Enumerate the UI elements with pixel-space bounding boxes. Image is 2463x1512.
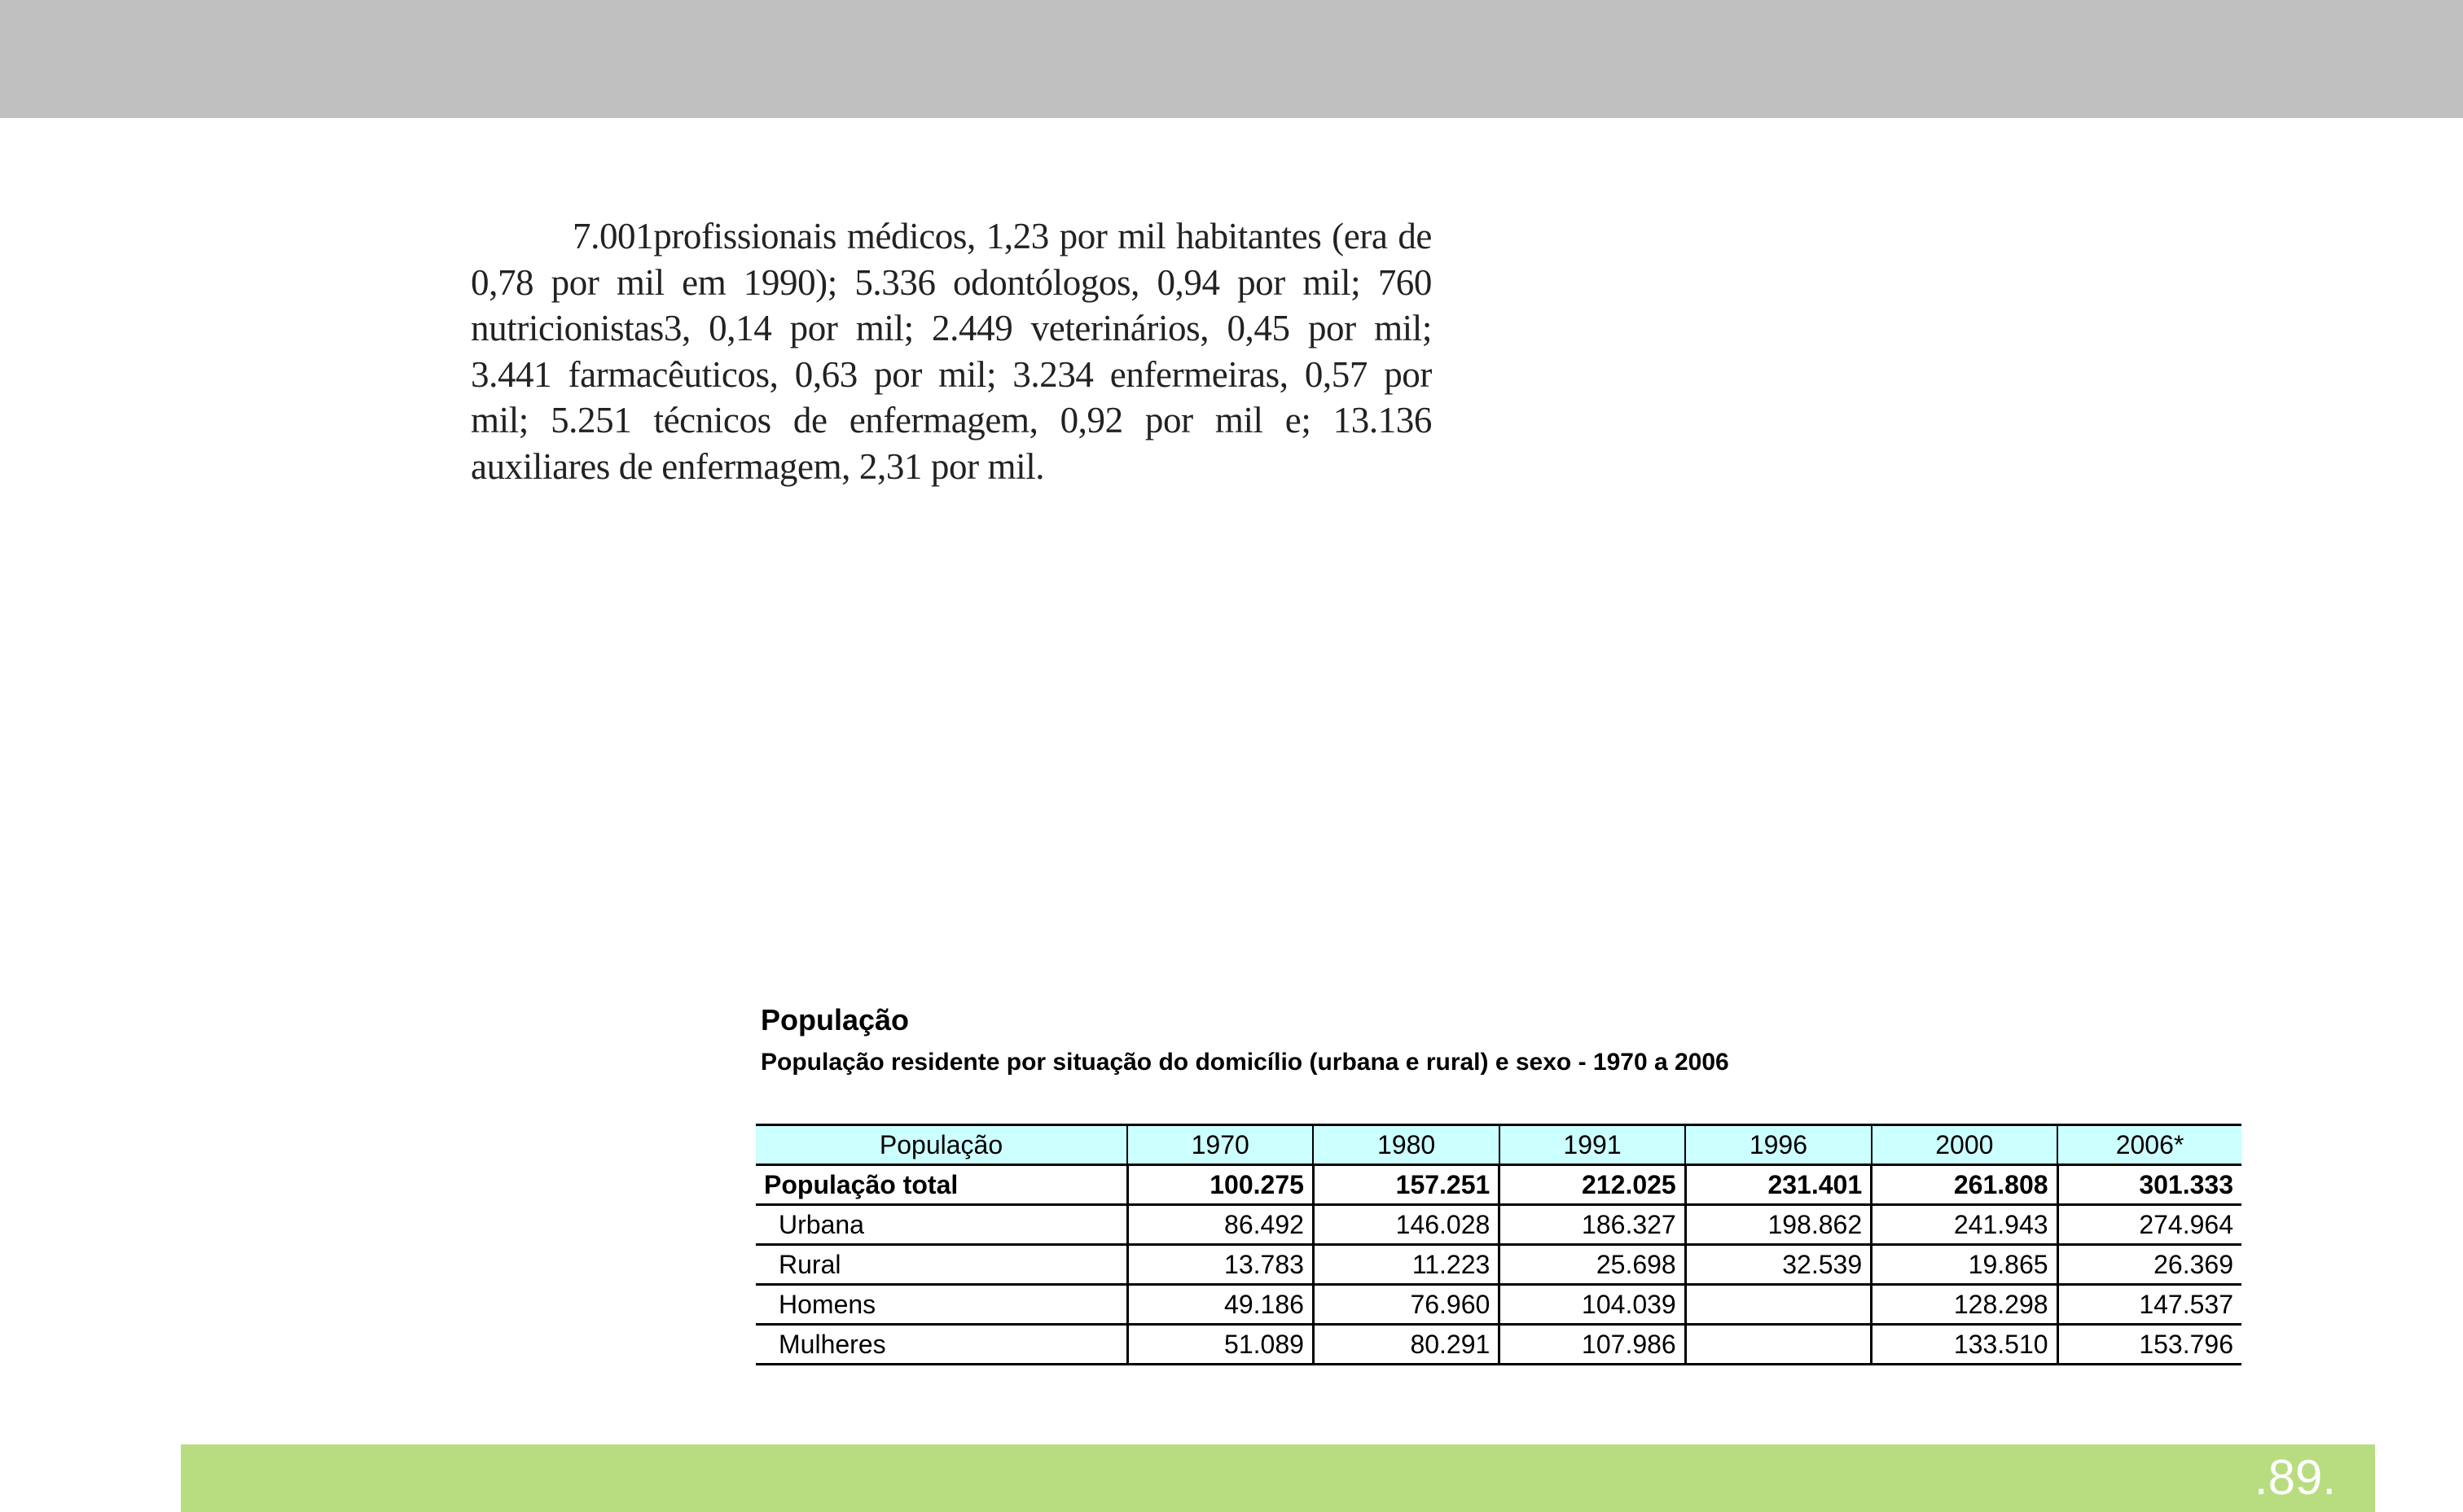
table-header-row [756,1125,2241,1165]
table-cell: 133.510 [1872,1325,2057,1365]
table-row [756,1325,2241,1365]
table-cell: 146.028 [1313,1205,1499,1245]
table-row [756,1165,2241,1205]
table-title: População [761,1003,910,1036]
header-cell: 1991 [1499,1125,1685,1165]
table-cell: 80.291 [1313,1325,1499,1365]
table-cell: 198.862 [1685,1205,1871,1245]
table-cell: 157.251 [1313,1165,1499,1205]
header-cell: 2006* [2057,1125,2241,1165]
table-cell: 25.698 [1499,1245,1685,1285]
table-cell: 107.986 [1499,1325,1685,1365]
table-cell: 274.964 [2057,1205,2241,1245]
table-row [756,1205,2241,1245]
table-cell [1685,1285,1871,1325]
table-cell: 26.369 [2057,1245,2241,1285]
table-cell: 128.298 [1872,1285,2057,1325]
table-cell: 231.401 [1685,1165,1871,1205]
table-cell: 32.539 [1685,1245,1871,1285]
row-label: Rural [756,1245,1127,1285]
table-cell: 19.865 [1872,1245,2057,1285]
row-label: População total [756,1165,1127,1205]
table-cell: 49.186 [1127,1285,1313,1325]
table-row [756,1245,2241,1285]
top-header-band [0,0,2463,118]
table-cell: 212.025 [1499,1165,1685,1205]
table-cell: 301.333 [2057,1165,2241,1205]
table-cell: 11.223 [1313,1245,1499,1285]
header-cell: 1970 [1127,1125,1313,1165]
table-cell: 153.796 [2057,1325,2241,1365]
table-cell: 100.275 [1127,1165,1313,1205]
table-cell [1685,1325,1871,1365]
row-label: Urbana [756,1205,1127,1245]
paragraph: 7.001profissionais médicos, 1,23 por mil habitantes (era de 0,78 por mil em 1990); 5.336 odontólogos, 0,94 por mil; 760 nutricionistas3, 0,14 por mil; 2.449 veterinários, 0,45 por mil; 3.441 farmacêuticos, 0,63 por mil; 3.234 enfermeiras, 0,57 por mil; 5.251 técnicos de enfermagem, 0,92 por mil e; 13.136 auxiliares de enfermagem, 2,31 por mil. [471,216,1432,487]
header-cell: 1996 [1685,1125,1871,1165]
table-cell: 147.537 [2057,1285,2241,1325]
table-row [756,1285,2241,1325]
header-cell: População [756,1125,1127,1165]
body-text [471,213,1432,489]
table-cell: 51.089 [1127,1325,1313,1365]
table-cell: 86.492 [1127,1205,1313,1245]
table-cell: 13.783 [1127,1245,1313,1285]
table-cell: 76.960 [1313,1285,1499,1325]
header-cell: 2000 [1872,1125,2057,1165]
population-table [756,1124,2241,1365]
table-subtitle: População residente por situação do domicílio (urbana e rural) e sexo - 1970 a 2006 [761,1049,1729,1076]
table-cell: 104.039 [1499,1285,1685,1325]
page-number: .89. [2254,1450,2336,1505]
table-cell: 186.327 [1499,1205,1685,1245]
row-label: Homens [756,1285,1127,1325]
table-cell: 241.943 [1872,1205,2057,1245]
row-label: Mulheres [756,1325,1127,1365]
footer-band [181,1444,2375,1512]
table-cell: 261.808 [1872,1165,2057,1205]
header-cell: 1980 [1313,1125,1499,1165]
